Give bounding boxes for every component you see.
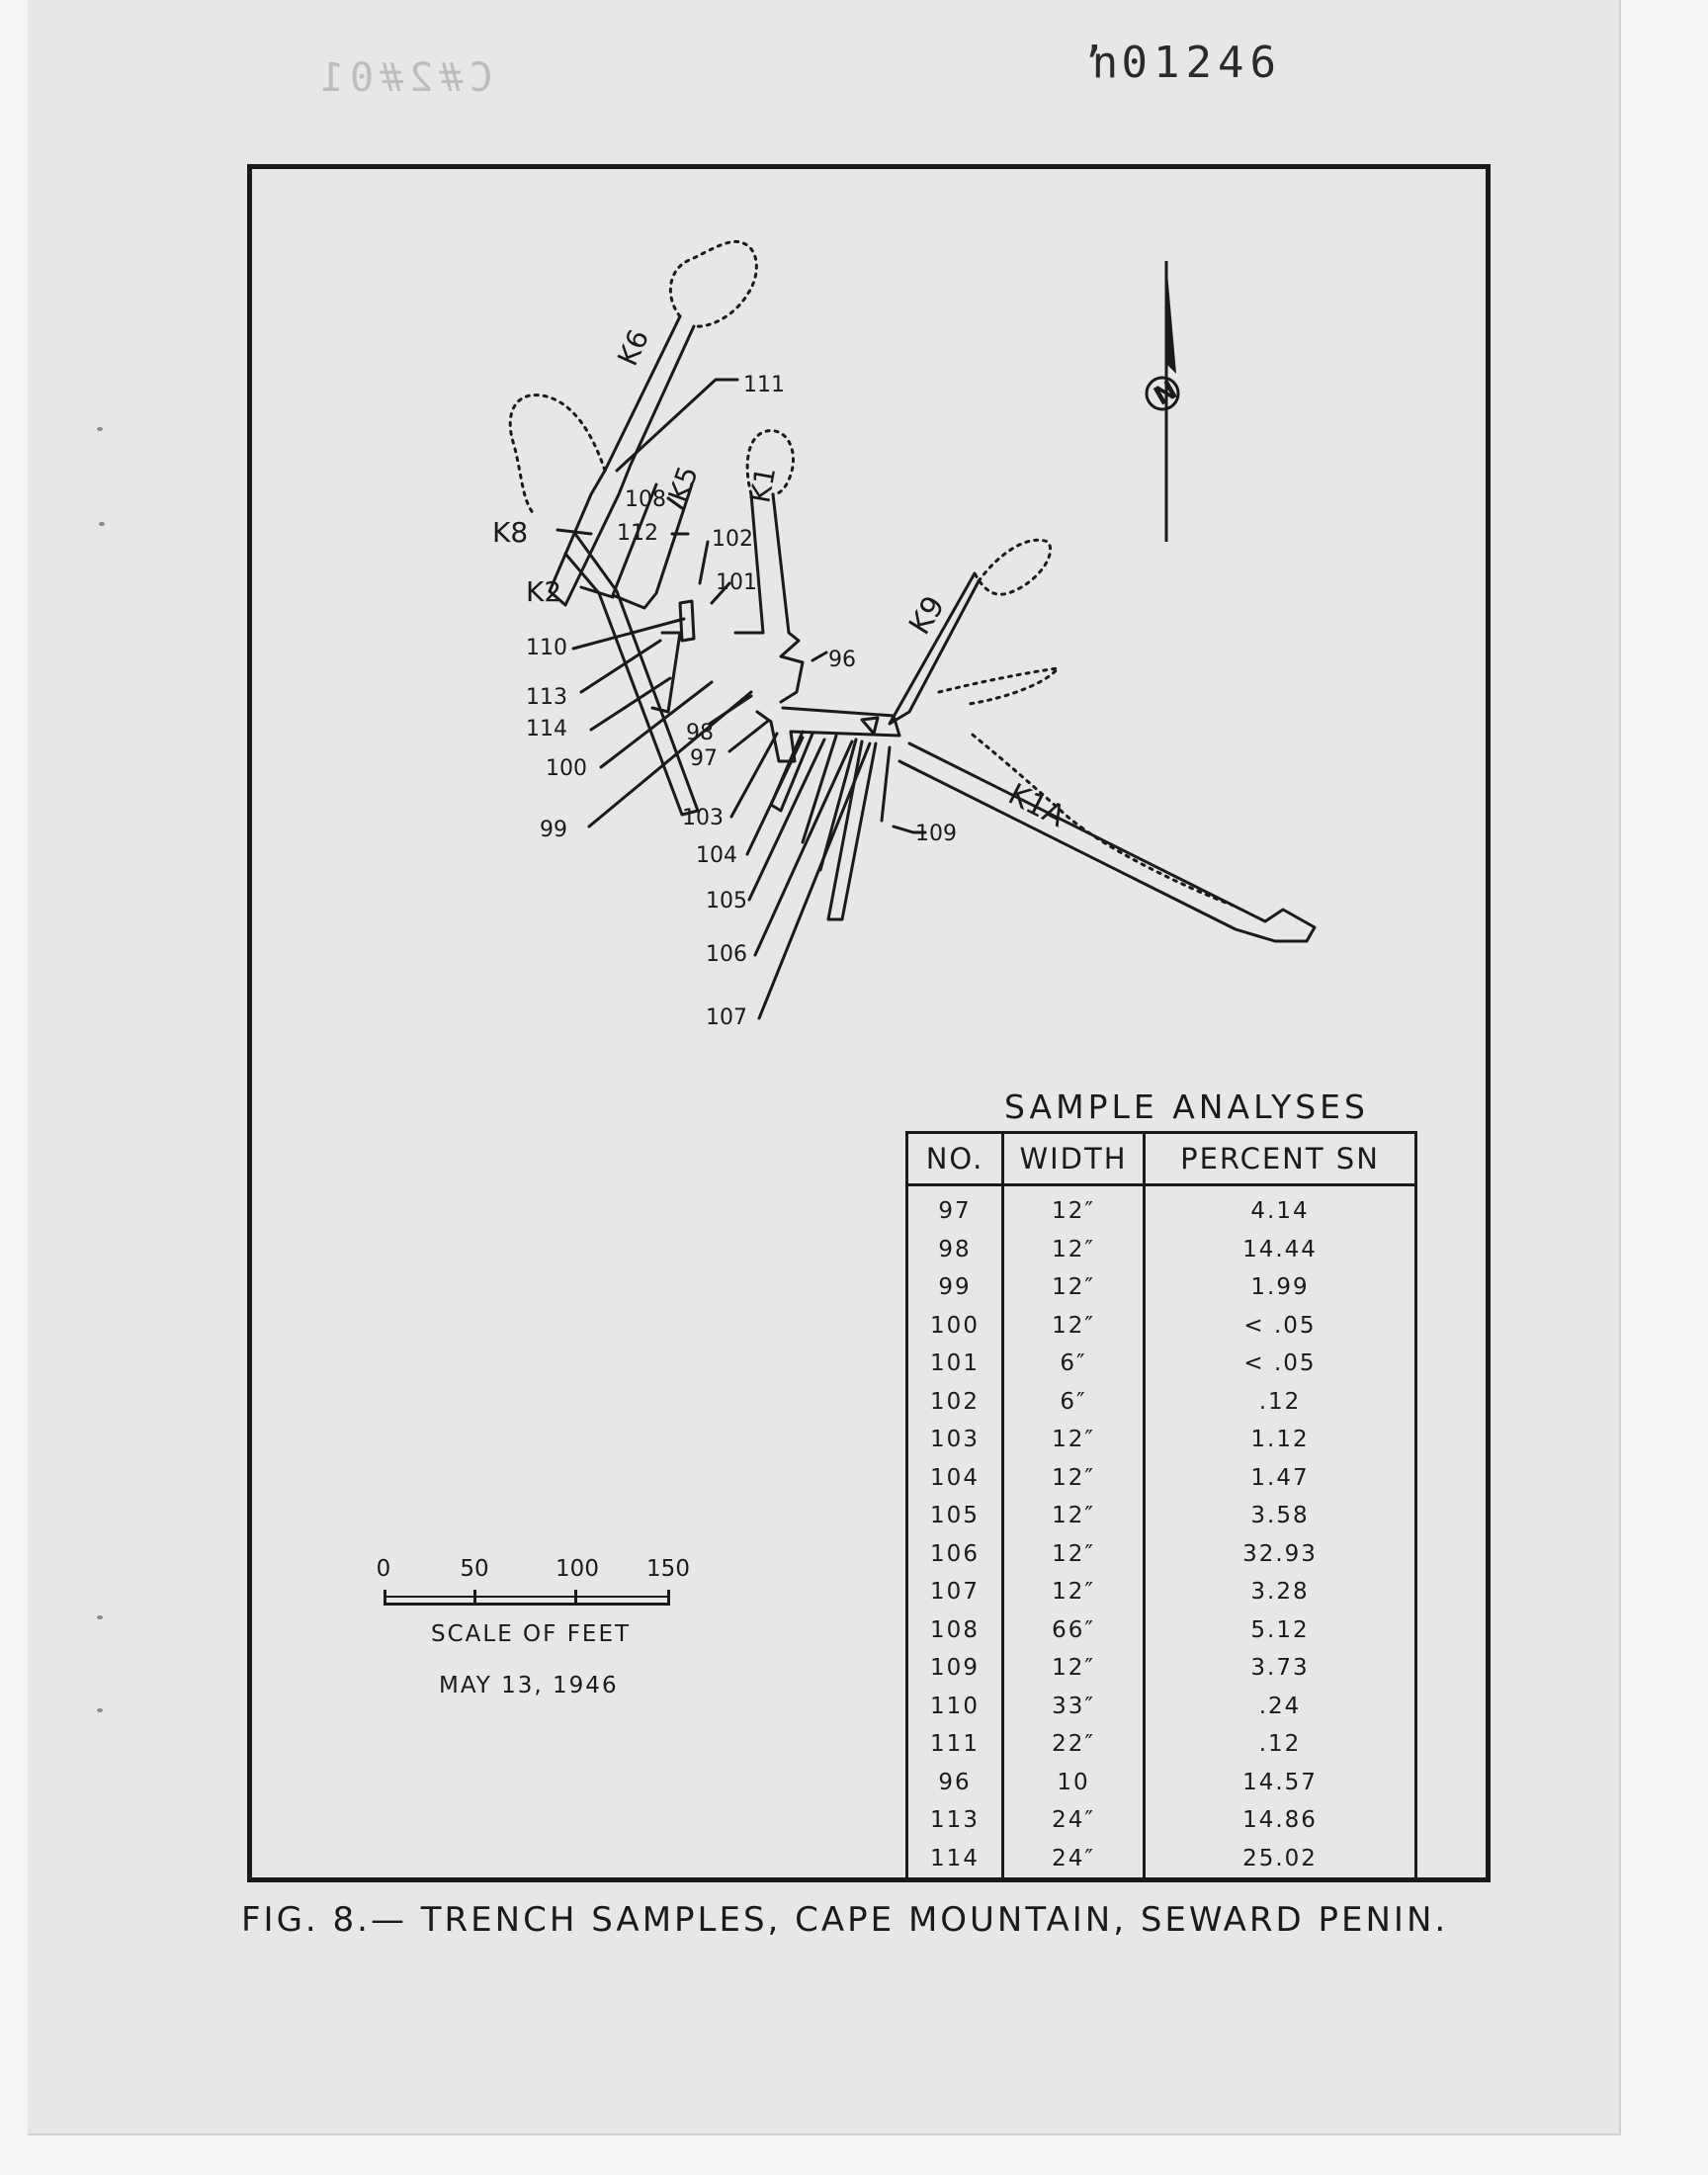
cell-width: 12″ xyxy=(1003,1573,1145,1611)
outcrop-k9 xyxy=(975,540,1051,594)
cell-width: 6″ xyxy=(1003,1383,1145,1422)
cell-percent-sn: .12 xyxy=(1145,1725,1416,1764)
cell-width: 24″ xyxy=(1003,1801,1145,1840)
cell-no: 104 xyxy=(907,1459,1003,1498)
table-row xyxy=(907,1185,1416,1231)
table-row xyxy=(907,1840,1416,1879)
outcrop-k6 xyxy=(670,241,756,326)
sample-label-96: 96 xyxy=(828,648,856,672)
table-row xyxy=(907,1307,1416,1346)
scan-speck xyxy=(97,1615,103,1619)
table-row xyxy=(907,1535,1416,1574)
cell-percent-sn: .24 xyxy=(1145,1688,1416,1726)
cell-percent-sn: 1.99 xyxy=(1145,1268,1416,1307)
cell-no: 110 xyxy=(907,1688,1003,1726)
cell-width: 6″ xyxy=(1003,1345,1145,1383)
table-row xyxy=(907,1801,1416,1840)
sample-label-103: 103 xyxy=(682,806,724,830)
scan-speck xyxy=(97,1708,103,1712)
cell-width: 12″ xyxy=(1003,1307,1145,1346)
cell-width: 10 xyxy=(1003,1764,1145,1802)
trench-label-k1: K1 xyxy=(743,464,783,506)
scan-speck xyxy=(99,522,105,526)
cell-width: 12″ xyxy=(1003,1268,1145,1307)
cell-width: 12″ xyxy=(1003,1535,1145,1574)
cell-no: 109 xyxy=(907,1649,1003,1688)
table-row xyxy=(907,1497,1416,1535)
figure-caption: FIG. 8.— TRENCH SAMPLES, CAPE MOUNTAIN, SEWARD PENIN. xyxy=(241,1900,1449,1940)
leader-k8 xyxy=(557,530,591,534)
sample-label-97: 97 xyxy=(690,746,718,771)
trench-label-k2: K2 xyxy=(526,575,562,608)
sample-label-107: 107 xyxy=(706,1005,747,1030)
table-row xyxy=(907,1459,1416,1498)
table-row xyxy=(907,1421,1416,1459)
cell-width: 12″ xyxy=(1003,1185,1145,1231)
leader-97 xyxy=(729,722,767,751)
table-row xyxy=(907,1649,1416,1688)
table-body xyxy=(907,1185,1416,1879)
cell-no: 106 xyxy=(907,1535,1003,1574)
trench-k1 xyxy=(773,494,803,702)
cell-percent-sn: 4.14 xyxy=(1145,1185,1416,1231)
trench-k1-b xyxy=(735,494,763,633)
leader-102 xyxy=(700,542,708,583)
sample-label-114: 114 xyxy=(526,717,567,741)
cell-no: 114 xyxy=(907,1840,1003,1879)
cell-width: 12″ xyxy=(1003,1459,1145,1498)
document-id-stamp: ŉ01246 xyxy=(1089,38,1282,88)
sample-label-106: 106 xyxy=(706,942,747,967)
cell-no: 108 xyxy=(907,1611,1003,1650)
sample-label-111: 111 xyxy=(743,373,785,397)
cell-no: 105 xyxy=(907,1497,1003,1535)
table-row xyxy=(907,1688,1416,1726)
cell-percent-sn: < .05 xyxy=(1145,1307,1416,1346)
cell-percent-sn: 32.93 xyxy=(1145,1535,1416,1574)
cell-percent-sn: 5.12 xyxy=(1145,1611,1416,1650)
cell-percent-sn: .12 xyxy=(1145,1383,1416,1422)
table-row xyxy=(907,1268,1416,1307)
leader-106 xyxy=(755,741,852,955)
cell-width: 24″ xyxy=(1003,1840,1145,1879)
cell-width: 33″ xyxy=(1003,1688,1145,1726)
sample-label-113: 113 xyxy=(526,685,567,710)
map-date: MAY 13, 1946 xyxy=(439,1673,619,1698)
sample-label-109: 109 xyxy=(915,822,957,846)
sample-label-101: 101 xyxy=(716,570,757,595)
header-percent-sn: PERCENT SN xyxy=(1145,1133,1416,1185)
cell-no: 107 xyxy=(907,1573,1003,1611)
sample-label-112: 112 xyxy=(617,521,658,546)
cell-percent-sn: 3.58 xyxy=(1145,1497,1416,1535)
sample-label-104: 104 xyxy=(696,843,737,868)
cell-percent-sn: 14.57 xyxy=(1145,1764,1416,1802)
cell-no: 97 xyxy=(907,1185,1003,1231)
cell-percent-sn: 3.73 xyxy=(1145,1649,1416,1688)
north-symbol: N xyxy=(1149,375,1183,412)
scale-caption: SCALE OF FEET xyxy=(431,1621,632,1647)
trench-label-k8: K8 xyxy=(492,516,529,549)
bleed-through-stamp: C#2#01 xyxy=(314,55,493,101)
trench-label-k1a: K1A xyxy=(1002,776,1071,835)
table-row xyxy=(907,1573,1416,1611)
scale-tick-50: 50 xyxy=(460,1556,489,1582)
trench-label-k9: K9 xyxy=(902,589,953,642)
cell-width: 66″ xyxy=(1003,1611,1145,1650)
table-header-row xyxy=(907,1133,1416,1185)
scale-tick-150: 150 xyxy=(646,1556,690,1582)
trench-k1a xyxy=(899,743,1315,941)
cell-no: 100 xyxy=(907,1307,1003,1346)
sample-label-99: 99 xyxy=(540,818,567,842)
sample-label-108: 108 xyxy=(625,487,666,512)
leader-104 xyxy=(747,738,803,854)
header-width: WIDTH xyxy=(1003,1133,1145,1185)
cell-percent-sn: 14.44 xyxy=(1145,1231,1416,1269)
sample-label-100: 100 xyxy=(546,756,587,781)
sample-label-98: 98 xyxy=(686,721,714,745)
trench-label-k6: K6 xyxy=(611,324,656,371)
cell-percent-sn: 3.28 xyxy=(1145,1573,1416,1611)
cell-width: 12″ xyxy=(1003,1497,1145,1535)
trench-109 xyxy=(882,747,890,821)
scale-tick-100: 100 xyxy=(555,1556,599,1582)
sample-analyses-table xyxy=(905,1131,1417,1880)
table-row xyxy=(907,1611,1416,1650)
cell-width: 12″ xyxy=(1003,1649,1145,1688)
cell-no: 102 xyxy=(907,1383,1003,1422)
sample-label-110: 110 xyxy=(526,636,567,660)
trench-k9 xyxy=(890,573,979,724)
triangle-marker xyxy=(862,718,878,734)
cell-no: 99 xyxy=(907,1268,1003,1307)
cell-no: 111 xyxy=(907,1725,1003,1764)
trench-junction xyxy=(757,708,899,761)
sample-label-102: 102 xyxy=(712,527,753,552)
cell-width: 12″ xyxy=(1003,1231,1145,1269)
outcrop-k1a xyxy=(969,732,1234,906)
cell-no: 96 xyxy=(907,1764,1003,1802)
cell-percent-sn: 25.02 xyxy=(1145,1840,1416,1879)
leader-107 xyxy=(759,743,870,1018)
sample-label-105: 105 xyxy=(706,889,747,914)
cell-no: 101 xyxy=(907,1345,1003,1383)
table-row xyxy=(907,1725,1416,1764)
scan-speck xyxy=(97,427,103,431)
outcrop-k9-east xyxy=(939,668,1058,704)
scale-bar-graphic xyxy=(384,1596,670,1606)
cell-percent-sn: 1.47 xyxy=(1145,1459,1416,1498)
cell-no: 113 xyxy=(907,1801,1003,1840)
cell-percent-sn: 1.12 xyxy=(1145,1421,1416,1459)
cell-percent-sn: < .05 xyxy=(1145,1345,1416,1383)
north-arrow-icon xyxy=(1137,255,1196,552)
cell-no: 98 xyxy=(907,1231,1003,1269)
table-row xyxy=(907,1383,1416,1422)
cell-percent-sn: 14.86 xyxy=(1145,1801,1416,1840)
table-row xyxy=(907,1231,1416,1269)
cell-width: 12″ xyxy=(1003,1421,1145,1459)
scale-tick-0: 0 xyxy=(376,1556,391,1582)
cell-width: 22″ xyxy=(1003,1725,1145,1764)
table-title: SAMPLE ANALYSES xyxy=(1004,1088,1369,1126)
leader-96 xyxy=(812,652,826,660)
table-row xyxy=(907,1345,1416,1383)
cell-no: 103 xyxy=(907,1421,1003,1459)
header-no: NO. xyxy=(907,1133,1003,1185)
table-row xyxy=(907,1764,1416,1802)
trench-label-k5: K5 xyxy=(661,462,705,507)
scale-bar xyxy=(376,1556,712,1724)
